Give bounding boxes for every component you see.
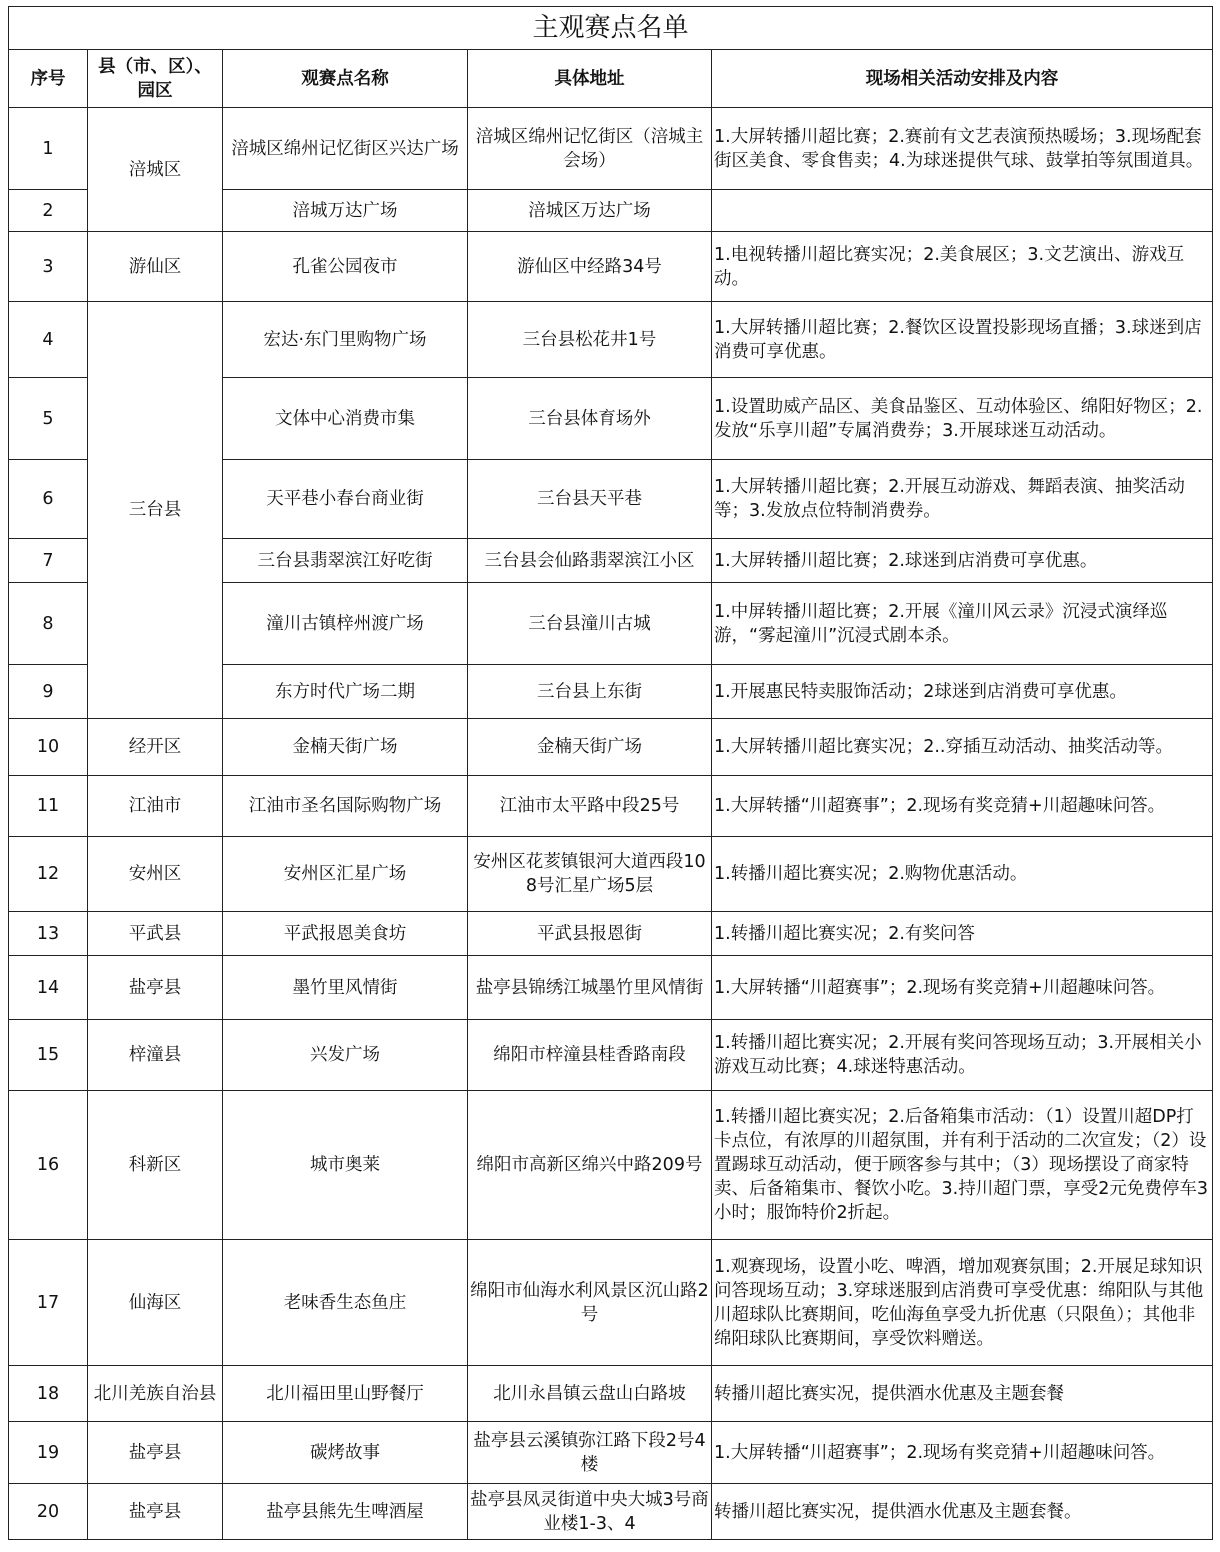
row-county: 盐亭县 (88, 1484, 223, 1540)
row-no: 11 (9, 776, 88, 837)
row-county: 科新区 (88, 1091, 223, 1240)
row-activity: 1.大屏转播“川超赛事”；2.现场有奖竞猜+川超趣味问答。 (712, 956, 1213, 1020)
row-activity: 1.大屏转播川超比赛；2.餐饮区设置投影现场直播；3.球迷到店消费可享优惠。 (712, 302, 1213, 378)
row-county: 涪城区 (88, 108, 223, 232)
row-no: 12 (9, 837, 88, 912)
row-address: 江油市太平路中段25号 (468, 776, 712, 837)
table-row (9, 912, 1213, 956)
row-no: 13 (9, 912, 88, 956)
row-activity: 转播川超比赛实况，提供酒水优惠及主题套餐 (712, 1366, 1213, 1422)
row-no: 17 (9, 1240, 88, 1366)
row-no: 6 (9, 460, 88, 539)
row-address: 绵阳市高新区绵兴中路209号 (468, 1091, 712, 1240)
row-name: 金楠天街广场 (223, 719, 468, 776)
row-county: 盐亭县 (88, 1422, 223, 1484)
row-no: 4 (9, 302, 88, 378)
row-address: 游仙区中经路34号 (468, 232, 712, 302)
row-activity: 1.电视转播川超比赛实况；2.美食展区；3.文艺演出、游戏互动。 (712, 232, 1213, 302)
row-address: 绵阳市仙海水利风景区沉山路2号 (468, 1240, 712, 1366)
row-activity (712, 190, 1213, 232)
row-activity: 1.大屏转播川超比赛实况；2..穿插互动活动、抽奖活动等。 (712, 719, 1213, 776)
row-no: 16 (9, 1091, 88, 1240)
row-name: 文体中心消费市集 (223, 378, 468, 460)
row-name: 安州区汇星广场 (223, 837, 468, 912)
table-row (9, 837, 1213, 912)
table-row (9, 302, 1213, 378)
row-name: 北川福田里山野餐厅 (223, 1366, 468, 1422)
table-row (9, 232, 1213, 302)
row-no: 3 (9, 232, 88, 302)
row-activity: 1.转播川超比赛实况；2.后备箱集市活动：（1）设置川超DP打卡点位，有浓厚的川超氛围，并有利于活动的二次宣发；（2）设置踢球互动活动，便于顾客参与其中；（3）现场摆设了商家特卖、后备箱集市、餐饮小吃。3.持川超门票，享受2元免费停车3小时；服饰特价2折起。 (712, 1091, 1213, 1240)
row-county: 经开区 (88, 719, 223, 776)
row-county: 江油市 (88, 776, 223, 837)
row-activity: 转播川超比赛实况，提供酒水优惠及主题套餐。 (712, 1484, 1213, 1540)
row-no: 1 (9, 108, 88, 190)
row-no: 18 (9, 1366, 88, 1422)
row-address: 北川永昌镇云盘山白路坡 (468, 1366, 712, 1422)
row-no: 2 (9, 190, 88, 232)
row-no: 8 (9, 583, 88, 665)
row-address: 三台县松花井1号 (468, 302, 712, 378)
row-name: 兴发广场 (223, 1020, 468, 1091)
row-address: 金楠天街广场 (468, 719, 712, 776)
row-county: 安州区 (88, 837, 223, 912)
row-name: 江油市圣名国际购物广场 (223, 776, 468, 837)
row-address: 三台县体育场外 (468, 378, 712, 460)
row-name: 城市奥莱 (223, 1091, 468, 1240)
row-no: 9 (9, 665, 88, 719)
table-title: 主观赛点名单 (9, 7, 1213, 50)
row-county: 盐亭县 (88, 956, 223, 1020)
header-county: 县（市、区）、园区 (88, 50, 223, 108)
row-address: 涪城区万达广场 (468, 190, 712, 232)
row-address: 盐亭县云溪镇弥江路下段2号4楼 (468, 1422, 712, 1484)
row-activity: 1.大屏转播“川超赛事”；2.现场有奖竞猜+川超趣味问答。 (712, 1422, 1213, 1484)
row-address: 三台县天平巷 (468, 460, 712, 539)
row-name: 涪城区绵州记忆街区兴达广场 (223, 108, 468, 190)
row-activity: 1.中屏转播川超比赛；2.开展《潼川风云录》沉浸式演绎巡游，“雾起潼川”沉浸式剧本杀。 (712, 583, 1213, 665)
row-activity: 1.观赛现场，设置小吃、啤酒，增加观赛氛围；2.开展足球知识问答现场互动；3.穿球迷服到店消费可享受优惠：绵阳队与其他川超球队比赛期间，吃仙海鱼享受九折优惠（只限鱼）；其他非绵阳球队比赛期间，享受饮料赠送。 (712, 1240, 1213, 1366)
row-activity: 1.转播川超比赛实况；2.开展有奖问答现场互动；3.开展相关小游戏互动比赛；4.球迷特惠活动。 (712, 1020, 1213, 1091)
row-name: 宏达·东门里购物广场 (223, 302, 468, 378)
row-no: 20 (9, 1484, 88, 1540)
row-county: 仙海区 (88, 1240, 223, 1366)
table-row (9, 1366, 1213, 1422)
row-county: 游仙区 (88, 232, 223, 302)
table-row (9, 776, 1213, 837)
table-row (9, 956, 1213, 1020)
row-no: 10 (9, 719, 88, 776)
row-address: 三台县上东街 (468, 665, 712, 719)
table-row (9, 108, 1213, 190)
venue-table (8, 6, 1213, 1540)
row-address: 绵阳市梓潼县桂香路南段 (468, 1020, 712, 1091)
header-no: 序号 (9, 50, 88, 108)
row-activity: 1.开展惠民特卖服饰活动；2球迷到店消费可享优惠。 (712, 665, 1213, 719)
row-county: 平武县 (88, 912, 223, 956)
row-name: 涪城万达广场 (223, 190, 468, 232)
row-address: 平武县报恩街 (468, 912, 712, 956)
header-activity: 现场相关活动安排及内容 (712, 50, 1213, 108)
row-name: 潼川古镇梓州渡广场 (223, 583, 468, 665)
row-activity: 1.大屏转播川超比赛；2.球迷到店消费可享优惠。 (712, 539, 1213, 583)
row-name: 平武报恩美食坊 (223, 912, 468, 956)
row-address: 盐亭县锦绣江城墨竹里风情街 (468, 956, 712, 1020)
row-name: 天平巷小春台商业街 (223, 460, 468, 539)
row-address: 安州区花荄镇银河大道西段108号汇星广场5层 (468, 837, 712, 912)
row-activity: 1.大屏转播“川超赛事”；2.现场有奖竞猜+川超趣味问答。 (712, 776, 1213, 837)
row-name: 老味香生态鱼庄 (223, 1240, 468, 1366)
row-name: 碳烤故事 (223, 1422, 468, 1484)
header-row (9, 50, 1213, 108)
row-county: 北川羌族自治县 (88, 1366, 223, 1422)
header-name: 观赛点名称 (223, 50, 468, 108)
row-activity: 1.大屏转播川超比赛；2.赛前有文艺表演预热暖场；3.现场配套街区美食、零食售卖；4.为球迷提供气球、鼓掌拍等氛围道具。 (712, 108, 1213, 190)
table-row (9, 1020, 1213, 1091)
row-county: 三台县 (88, 302, 223, 719)
row-address: 盐亭县凤灵街道中央大城3号商业楼1-3、4 (468, 1484, 712, 1540)
table-row (9, 1240, 1213, 1366)
row-no: 14 (9, 956, 88, 1020)
row-name: 东方时代广场二期 (223, 665, 468, 719)
row-name: 墨竹里风情街 (223, 956, 468, 1020)
table-row (9, 1091, 1213, 1240)
row-name: 孔雀公园夜市 (223, 232, 468, 302)
row-activity: 1.设置助威产品区、美食品鉴区、互动体验区、绵阳好物区；2.发放“乐享川超”专属消费券；3.开展球迷互动活动。 (712, 378, 1213, 460)
row-address: 三台县会仙路翡翠滨江小区 (468, 539, 712, 583)
header-address: 具体地址 (468, 50, 712, 108)
row-activity: 1.转播川超比赛实况；2.有奖问答 (712, 912, 1213, 956)
row-name: 盐亭县熊先生啤酒屋 (223, 1484, 468, 1540)
row-no: 15 (9, 1020, 88, 1091)
row-name: 三台县翡翠滨江好吃街 (223, 539, 468, 583)
row-county: 梓潼县 (88, 1020, 223, 1091)
row-address: 三台县潼川古城 (468, 583, 712, 665)
row-no: 7 (9, 539, 88, 583)
table-row (9, 1422, 1213, 1484)
table-row (9, 719, 1213, 776)
table-row (9, 1484, 1213, 1540)
row-activity: 1.转播川超比赛实况；2.购物优惠活动。 (712, 837, 1213, 912)
row-no: 19 (9, 1422, 88, 1484)
row-no: 5 (9, 378, 88, 460)
row-address: 涪城区绵州记忆街区（涪城主会场） (468, 108, 712, 190)
row-activity: 1.大屏转播川超比赛；2.开展互动游戏、舞蹈表演、抽奖活动等；3.发放点位特制消费券。 (712, 460, 1213, 539)
